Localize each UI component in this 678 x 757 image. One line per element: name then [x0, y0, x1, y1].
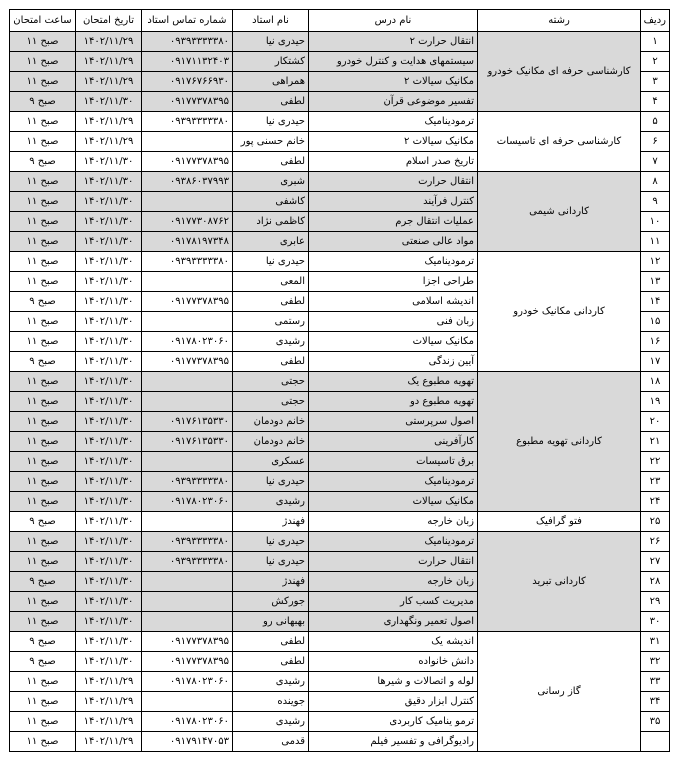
course-name: انتقال حرارت ۲ — [309, 32, 478, 52]
teacher-phone — [142, 512, 233, 532]
teacher-phone: ۰۹۱۷۷۳۷۸۳۹۵ — [142, 652, 233, 672]
teacher-name: حیدری نیا — [233, 532, 309, 552]
row-number: ۱ — [641, 32, 670, 52]
row-number: ۲۶ — [641, 532, 670, 552]
header-date: تاریخ امتحان — [76, 10, 142, 32]
course-name: ترمودینامیک — [309, 112, 478, 132]
course-name: مواد عالی صنعتی — [309, 232, 478, 252]
row-number — [641, 732, 670, 752]
exam-time: صبح ۹ — [10, 352, 76, 372]
course-name: اصول سرپرستی — [309, 412, 478, 432]
exam-date: ۱۴۰۲/۱۱/۲۹ — [76, 672, 142, 692]
teacher-phone: ۰۹۳۹۳۳۳۳۳۸۰ — [142, 532, 233, 552]
teacher-name: لطفی — [233, 352, 309, 372]
course-name: مکانیک سیالات — [309, 332, 478, 352]
table-row — [10, 252, 670, 272]
row-number: ۱۶ — [641, 332, 670, 352]
header-num: ردیف — [641, 10, 670, 32]
table-row — [10, 532, 670, 552]
teacher-name: حجتی — [233, 372, 309, 392]
row-number: ۱۰ — [641, 212, 670, 232]
course-name: زبان خارجه — [309, 572, 478, 592]
row-number: ۵ — [641, 112, 670, 132]
exam-date: ۱۴۰۲/۱۱/۲۹ — [76, 32, 142, 52]
row-number: ۱۲ — [641, 252, 670, 272]
teacher-name: حیدری نیا — [233, 472, 309, 492]
row-number: ۱۹ — [641, 392, 670, 412]
course-name: تفسیر موضوعی قرآن — [309, 92, 478, 112]
exam-date: ۱۴۰۲/۱۱/۳۰ — [76, 232, 142, 252]
teacher-phone — [142, 612, 233, 632]
teacher-name: کاشفی — [233, 192, 309, 212]
row-number: ۳۳ — [641, 672, 670, 692]
teacher-phone: ۰۹۱۷۸۰۲۳۰۶۰ — [142, 712, 233, 732]
exam-date: ۱۴۰۲/۱۱/۲۹ — [76, 52, 142, 72]
course-name: اندیشه یک — [309, 632, 478, 652]
row-number: ۳۰ — [641, 612, 670, 632]
exam-date: ۱۴۰۲/۱۱/۳۰ — [76, 472, 142, 492]
course-name: طراحی اجزا — [309, 272, 478, 292]
teacher-phone — [142, 272, 233, 292]
row-number: ۲۴ — [641, 492, 670, 512]
table-row — [10, 372, 670, 392]
exam-time: صبح ۱۱ — [10, 252, 76, 272]
teacher-phone — [142, 592, 233, 612]
header-field: رشته — [478, 10, 641, 32]
table-row — [10, 32, 670, 52]
teacher-name: رشیدی — [233, 332, 309, 352]
course-name: انتقال حرارت — [309, 552, 478, 572]
exam-schedule-table — [9, 9, 670, 752]
course-name: برق تاسیسات — [309, 452, 478, 472]
exam-time: صبح ۱۱ — [10, 412, 76, 432]
teacher-name: عسکری — [233, 452, 309, 472]
course-name: دانش خانواده — [309, 652, 478, 672]
exam-time: صبح ۱۱ — [10, 592, 76, 612]
exam-time: صبح ۹ — [10, 572, 76, 592]
exam-time: صبح ۱۱ — [10, 52, 76, 72]
exam-time: صبح ۹ — [10, 92, 76, 112]
course-name: سیستمهای هدایت و کنترل خودرو — [309, 52, 478, 72]
exam-time: صبح ۹ — [10, 632, 76, 652]
exam-date: ۱۴۰۲/۱۱/۳۰ — [76, 292, 142, 312]
exam-time: صبح ۱۱ — [10, 372, 76, 392]
exam-date: ۱۴۰۲/۱۱/۲۹ — [76, 692, 142, 712]
course-name: مکانیک سیالات ۲ — [309, 72, 478, 92]
teacher-name: کاظمی نژاد — [233, 212, 309, 232]
exam-date: ۱۴۰۲/۱۱/۳۰ — [76, 392, 142, 412]
teacher-name: لطفی — [233, 92, 309, 112]
course-name: زبان خارجه — [309, 512, 478, 532]
row-number: ۲۱ — [641, 432, 670, 452]
teacher-name: لطفی — [233, 292, 309, 312]
course-name: مکانیک سیالات — [309, 492, 478, 512]
exam-time: صبح ۹ — [10, 652, 76, 672]
field-name: کاردانی تهویه مطبوع — [478, 372, 641, 512]
teacher-phone: ۰۹۱۷۱۱۳۲۴۰۳ — [142, 52, 233, 72]
teacher-name: المعی — [233, 272, 309, 292]
course-name: رادیوگرافی و تفسیر فیلم — [309, 732, 478, 752]
exam-schedule — [9, 9, 669, 752]
teacher-name: فهندژ — [233, 572, 309, 592]
exam-time: صبح ۹ — [10, 152, 76, 172]
exam-time: صبح ۱۱ — [10, 232, 76, 252]
course-name: ترمو ینامیک کاربردی — [309, 712, 478, 732]
exam-date: ۱۴۰۲/۱۱/۳۰ — [76, 252, 142, 272]
exam-time: صبح ۱۱ — [10, 692, 76, 712]
row-number: ۱۴ — [641, 292, 670, 312]
exam-date: ۱۴۰۲/۱۱/۳۰ — [76, 572, 142, 592]
exam-date: ۱۴۰۲/۱۱/۳۰ — [76, 372, 142, 392]
row-number: ۹ — [641, 192, 670, 212]
teacher-phone: ۰۹۱۷۸۱۹۷۳۴۸ — [142, 232, 233, 252]
exam-date: ۱۴۰۲/۱۱/۳۰ — [76, 92, 142, 112]
exam-date: ۱۴۰۲/۱۱/۳۰ — [76, 172, 142, 192]
exam-time: صبح ۱۱ — [10, 472, 76, 492]
course-name: ترمودینامیک — [309, 252, 478, 272]
exam-date: ۱۴۰۲/۱۱/۳۰ — [76, 512, 142, 532]
teacher-phone — [142, 692, 233, 712]
teacher-name: رشیدی — [233, 492, 309, 512]
exam-date: ۱۴۰۲/۱۱/۳۰ — [76, 152, 142, 172]
teacher-phone: ۰۹۱۷۹۱۴۷۰۵۳ — [142, 732, 233, 752]
teacher-name: حجتی — [233, 392, 309, 412]
exam-date: ۱۴۰۲/۱۱/۳۰ — [76, 492, 142, 512]
course-name: اصول تعمیر ونگهداری — [309, 612, 478, 632]
field-name: کارشناسی حرفه ای مکانیک خودرو — [478, 32, 641, 112]
row-number: ۶ — [641, 132, 670, 152]
teacher-phone — [142, 312, 233, 332]
row-number: ۲۲ — [641, 452, 670, 472]
teacher-phone: ۰۹۱۷۷۳۷۸۳۹۵ — [142, 352, 233, 372]
teacher-phone — [142, 372, 233, 392]
row-number: ۱۳ — [641, 272, 670, 292]
exam-time: صبح ۱۱ — [10, 112, 76, 132]
row-number: ۱۸ — [641, 372, 670, 392]
teacher-phone: ۰۹۳۹۳۳۳۳۳۸۰ — [142, 552, 233, 572]
teacher-name: قدمی — [233, 732, 309, 752]
exam-date: ۱۴۰۲/۱۱/۳۰ — [76, 552, 142, 572]
teacher-phone: ۰۹۱۷۸۰۲۳۰۶۰ — [142, 492, 233, 512]
field-name: کاردانی مکانیک خودرو — [478, 252, 641, 372]
exam-date: ۱۴۰۲/۱۱/۳۰ — [76, 192, 142, 212]
teacher-phone: ۰۹۳۸۶۰۳۷۹۹۳ — [142, 172, 233, 192]
teacher-name: حیدری نیا — [233, 32, 309, 52]
exam-time: صبح ۱۱ — [10, 332, 76, 352]
course-name: کنترل فرآیند — [309, 192, 478, 212]
exam-date: ۱۴۰۲/۱۱/۲۹ — [76, 732, 142, 752]
teacher-phone: ۰۹۱۷۶۱۳۵۳۳۰ — [142, 432, 233, 452]
course-name: عملیات انتقال جرم — [309, 212, 478, 232]
row-number: ۲۷ — [641, 552, 670, 572]
teacher-name: شبری — [233, 172, 309, 192]
table-row — [10, 512, 670, 532]
exam-time: صبح ۱۱ — [10, 552, 76, 572]
exam-time: صبح ۱۱ — [10, 532, 76, 552]
exam-date: ۱۴۰۲/۱۱/۲۹ — [76, 72, 142, 92]
row-number: ۸ — [641, 172, 670, 192]
exam-date: ۱۴۰۲/۱۱/۳۰ — [76, 452, 142, 472]
teacher-phone: ۰۹۱۷۸۰۲۳۰۶۰ — [142, 672, 233, 692]
teacher-phone: ۰۹۱۷۶۱۳۵۳۳۰ — [142, 412, 233, 432]
row-number: ۲۸ — [641, 572, 670, 592]
exam-time: صبح ۱۱ — [10, 452, 76, 472]
teacher-phone: ۰۹۱۷۷۳۷۸۳۹۵ — [142, 152, 233, 172]
teacher-phone — [142, 452, 233, 472]
course-name: آیین زندگی — [309, 352, 478, 372]
exam-date: ۱۴۰۲/۱۱/۳۰ — [76, 432, 142, 452]
row-number: ۱۵ — [641, 312, 670, 332]
teacher-phone: ۰۹۱۷۶۷۶۶۹۳۰ — [142, 72, 233, 92]
exam-date: ۱۴۰۲/۱۱/۳۰ — [76, 612, 142, 632]
exam-time: صبح ۹ — [10, 512, 76, 532]
exam-time: صبح ۱۱ — [10, 712, 76, 732]
exam-time: صبح ۱۱ — [10, 612, 76, 632]
teacher-phone: ۰۹۱۷۷۳۷۸۳۹۵ — [142, 632, 233, 652]
teacher-phone: ۰۹۳۹۳۳۳۳۳۸۰ — [142, 32, 233, 52]
exam-time: صبح ۱۱ — [10, 212, 76, 232]
row-number: ۱۷ — [641, 352, 670, 372]
exam-date: ۱۴۰۲/۱۱/۳۰ — [76, 352, 142, 372]
teacher-phone: ۰۹۱۷۸۰۲۳۰۶۰ — [142, 332, 233, 352]
teacher-name: کشتکار — [233, 52, 309, 72]
teacher-name: حیدری نیا — [233, 552, 309, 572]
course-name: کارآفرینی — [309, 432, 478, 452]
course-name: ترمودینامیک — [309, 472, 478, 492]
teacher-name: حیدری نیا — [233, 112, 309, 132]
teacher-name: عابری — [233, 232, 309, 252]
header-time: ساعت امتحان — [10, 10, 76, 32]
teacher-phone — [142, 572, 233, 592]
course-name: تاریخ صدر اسلام — [309, 152, 478, 172]
field-name: کاردانی تبرید — [478, 532, 641, 632]
table-row — [10, 112, 670, 132]
teacher-name: فهندژ — [233, 512, 309, 532]
teacher-name: جوینده — [233, 692, 309, 712]
field-name: گاز رسانی — [478, 632, 641, 752]
row-number: ۱۱ — [641, 232, 670, 252]
teacher-name: بهبهانی رو — [233, 612, 309, 632]
exam-time: صبح ۱۱ — [10, 492, 76, 512]
header-course: نام درس — [309, 10, 478, 32]
course-name: تهویه مطبوع یک — [309, 372, 478, 392]
exam-time: صبح ۱۱ — [10, 312, 76, 332]
teacher-name: لطفی — [233, 632, 309, 652]
exam-time: صبح ۱۱ — [10, 392, 76, 412]
exam-date: ۱۴۰۲/۱۱/۳۰ — [76, 312, 142, 332]
teacher-name: رشیدی — [233, 672, 309, 692]
teacher-name: رشیدی — [233, 712, 309, 732]
exam-time: صبح ۱۱ — [10, 272, 76, 292]
row-number: ۲۵ — [641, 512, 670, 532]
exam-time: صبح ۱۱ — [10, 132, 76, 152]
field-name: کارشناسی حرفه ای تاسیسات — [478, 112, 641, 172]
row-number: ۲ — [641, 52, 670, 72]
field-name: فتو گرافیک — [478, 512, 641, 532]
course-name: انتقال حرارت — [309, 172, 478, 192]
exam-time: صبح ۱۱ — [10, 672, 76, 692]
course-name: تهویه مطبوع دو — [309, 392, 478, 412]
exam-time: صبح ۱۱ — [10, 172, 76, 192]
row-number: ۲۰ — [641, 412, 670, 432]
course-name: مکانیک سیالات ۲ — [309, 132, 478, 152]
teacher-phone: ۰۹۱۷۷۳۷۸۳۹۵ — [142, 292, 233, 312]
exam-time: صبح ۱۱ — [10, 732, 76, 752]
exam-date: ۱۴۰۲/۱۱/۳۰ — [76, 592, 142, 612]
exam-date: ۱۴۰۲/۱۱/۳۰ — [76, 332, 142, 352]
exam-date: ۱۴۰۲/۱۱/۲۹ — [76, 132, 142, 152]
teacher-phone — [142, 132, 233, 152]
teacher-name: لطفی — [233, 152, 309, 172]
exam-date: ۱۴۰۲/۱۱/۳۰ — [76, 652, 142, 672]
row-number: ۲۹ — [641, 592, 670, 612]
exam-date: ۱۴۰۲/۱۱/۳۰ — [76, 272, 142, 292]
table-row — [10, 172, 670, 192]
table-row — [10, 632, 670, 652]
row-number: ۳۲ — [641, 652, 670, 672]
teacher-name: جورکش — [233, 592, 309, 612]
teacher-name: همراهی — [233, 72, 309, 92]
teacher-name: لطفی — [233, 652, 309, 672]
exam-date: ۱۴۰۲/۱۱/۲۹ — [76, 712, 142, 732]
teacher-name: خانم دودمان — [233, 412, 309, 432]
course-name: اندیشه اسلامی — [309, 292, 478, 312]
course-name: ترمودینامیک — [309, 532, 478, 552]
course-name: مدیریت کسب کار — [309, 592, 478, 612]
header-row — [10, 10, 670, 32]
exam-time: صبح ۱۱ — [10, 72, 76, 92]
exam-date: ۱۴۰۲/۱۱/۲۹ — [76, 112, 142, 132]
exam-time: صبح ۱۱ — [10, 32, 76, 52]
exam-time: صبح ۱۱ — [10, 432, 76, 452]
teacher-phone — [142, 392, 233, 412]
row-number: ۷ — [641, 152, 670, 172]
exam-time: صبح ۱۱ — [10, 192, 76, 212]
teacher-phone: ۰۹۱۷۷۳۰۸۷۶۲ — [142, 212, 233, 232]
course-name: زبان فنی — [309, 312, 478, 332]
teacher-phone: ۰۹۳۹۳۳۳۳۳۸۰ — [142, 472, 233, 492]
row-number: ۳ — [641, 72, 670, 92]
table-body — [10, 32, 670, 752]
course-name: کنترل ابزار دقیق — [309, 692, 478, 712]
exam-date: ۱۴۰۲/۱۱/۳۰ — [76, 532, 142, 552]
teacher-name: خانم دودمان — [233, 432, 309, 452]
exam-time: صبح ۹ — [10, 292, 76, 312]
course-name: لوله و اتصالات و شیرها — [309, 672, 478, 692]
teacher-name: خانم حسنی پور — [233, 132, 309, 152]
row-number: ۳۴ — [641, 692, 670, 712]
teacher-phone: ۰۹۳۹۳۳۳۳۳۸۰ — [142, 112, 233, 132]
field-name: کاردانی شیمی — [478, 172, 641, 252]
header-teacher: نام استاد — [233, 10, 309, 32]
teacher-name: حیدری نیا — [233, 252, 309, 272]
exam-date: ۱۴۰۲/۱۱/۳۰ — [76, 632, 142, 652]
header-phone: شماره تماس استاد — [142, 10, 233, 32]
teacher-phone: ۰۹۱۷۷۳۷۸۳۹۵ — [142, 92, 233, 112]
exam-date: ۱۴۰۲/۱۱/۳۰ — [76, 212, 142, 232]
exam-date: ۱۴۰۲/۱۱/۳۰ — [76, 412, 142, 432]
row-number: ۴ — [641, 92, 670, 112]
teacher-phone: ۰۹۳۹۳۳۳۳۳۸۰ — [142, 252, 233, 272]
teacher-name: رستمی — [233, 312, 309, 332]
row-number: ۳۵ — [641, 712, 670, 732]
teacher-phone — [142, 192, 233, 212]
row-number: ۲۳ — [641, 472, 670, 492]
row-number: ۳۱ — [641, 632, 670, 652]
